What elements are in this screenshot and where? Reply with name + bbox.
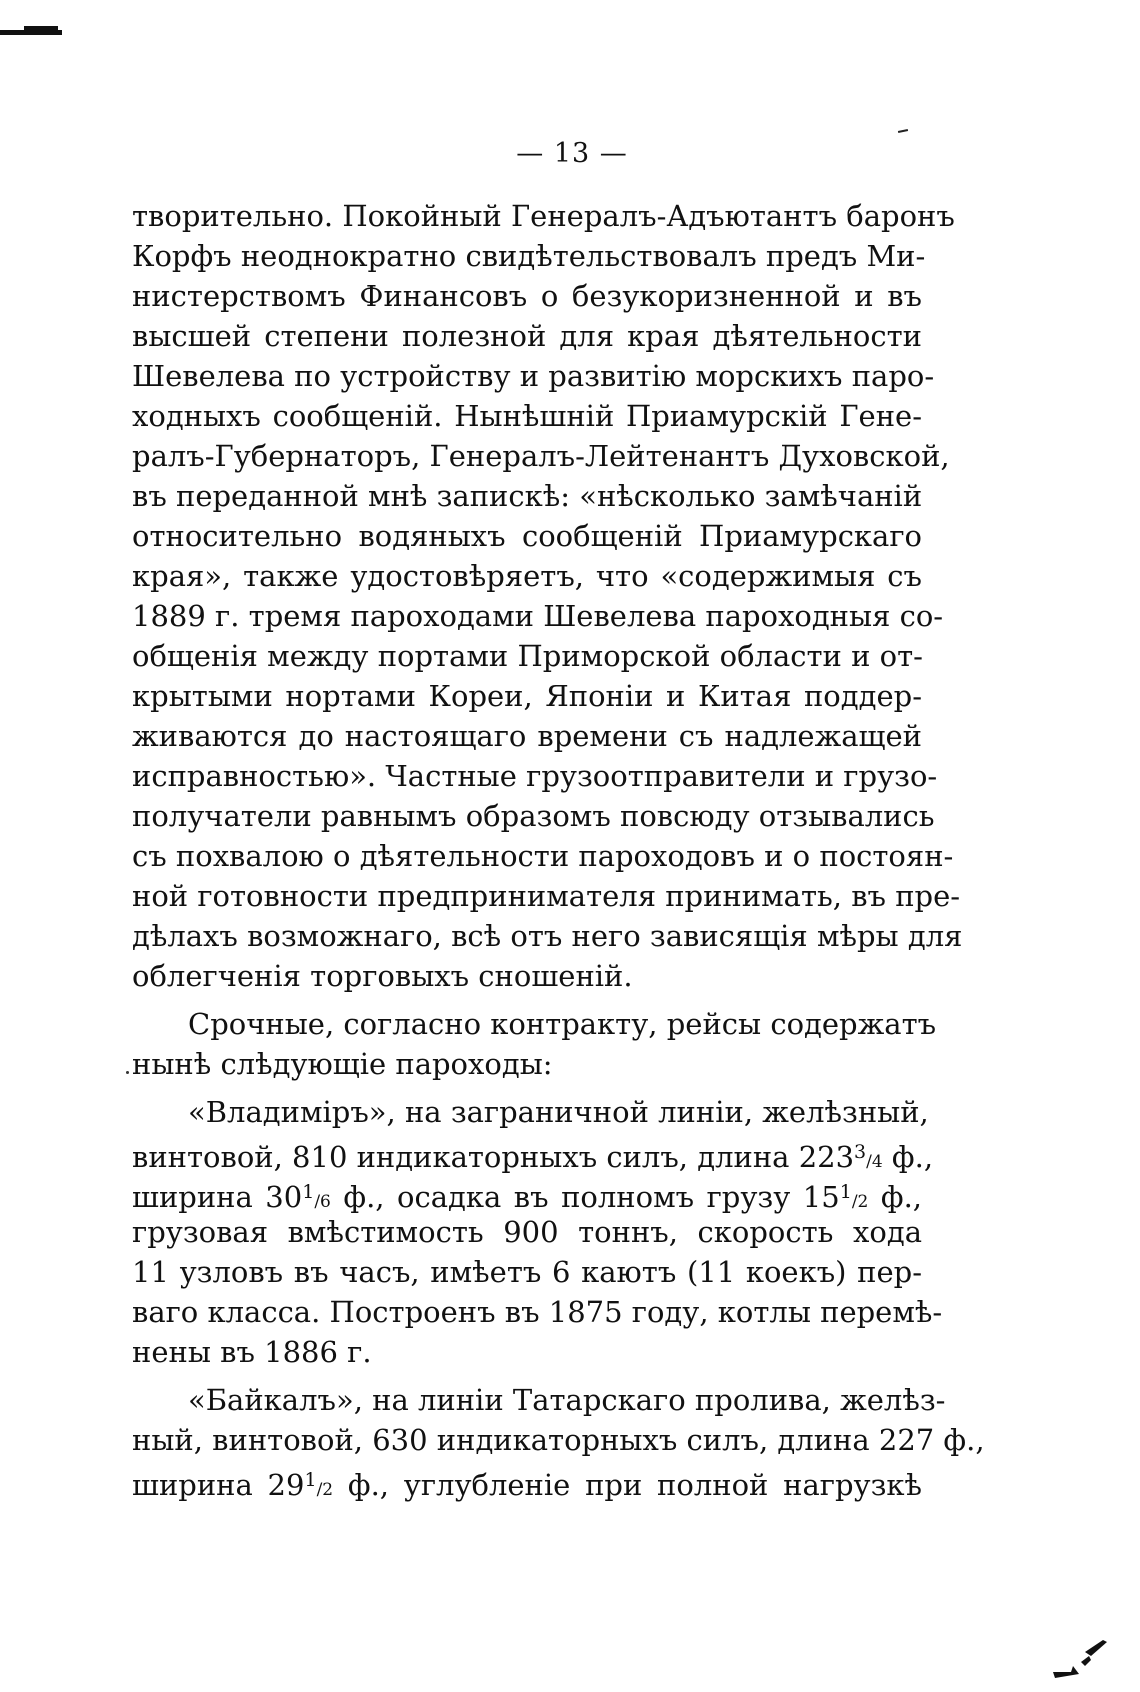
fraction-denominator: /4 — [866, 1152, 883, 1172]
scan-edge-mark-secondary — [24, 26, 58, 30]
page-number: — 13 — — [516, 138, 628, 169]
text-line: ходныхъ сообщеній. Нынѣшній Приамурскій Гене- — [132, 399, 922, 433]
text-line: ваго класса. Построенъ въ 1875 году, котлы перемѣ- — [132, 1295, 943, 1329]
text-line: края», также удостовѣряетъ, что «содержимыя съ — [132, 559, 922, 593]
fraction-denominator: /2 — [851, 1192, 869, 1212]
paragraph-start-line: «Владиміръ», на заграничной линіи, желѣзный, — [188, 1095, 929, 1129]
text-run: ф., — [868, 1180, 923, 1214]
text-run: ф., осадка въ полномъ грузу 15 — [330, 1180, 840, 1214]
paper-speck-left — [126, 1071, 129, 1074]
text-line: общенія между портами Приморской области и от- — [132, 639, 923, 673]
text-line: 1889 г. тремя пароходами Шевелева пароходныя со- — [132, 599, 944, 633]
text-run: ширина 30 — [132, 1180, 303, 1214]
text-run: ф., — [882, 1140, 934, 1174]
text-line: въ переданной мнѣ запискѣ: «нѣсколько замѣчаній — [132, 479, 923, 513]
scan-edge-mark — [0, 30, 62, 35]
scan-corner-mark — [1045, 1622, 1115, 1682]
fraction-numerator: 1 — [302, 1181, 315, 1203]
text-run: ф., углубленіе при полной нагрузкѣ — [333, 1468, 922, 1502]
text-line — [132, 1460, 922, 1500]
text-line: 11 узловъ въ часъ, имѣетъ 6 каютъ (11 коекъ) пер- — [132, 1255, 922, 1289]
paragraph-start-line: «Байкалъ», на линіи Татарскаго пролива, желѣз- — [188, 1383, 946, 1417]
text-line: ной готовности предпринимателя принимать, въ пре- — [132, 879, 961, 913]
text-line — [132, 1132, 934, 1174]
paper-speck — [898, 129, 908, 133]
text-line — [132, 1172, 922, 1212]
text-line: нистерствомъ Финансовъ о безукоризненной и въ — [132, 279, 922, 313]
fraction-denominator: /6 — [314, 1192, 331, 1212]
fraction-numerator: 1 — [839, 1181, 852, 1203]
text-line: творительно. Покойный Генералъ-Адъютантъ баронъ — [132, 199, 955, 233]
text-line: грузовая вмѣстимость 900 тоннъ, скорость хода — [132, 1215, 922, 1249]
text-line: съ похвалою о дѣятельности пароходовъ и о постоян- — [132, 839, 954, 873]
fraction-numerator: 1 — [304, 1469, 317, 1491]
text-line: Корфъ неоднократно свидѣтельствовалъ предъ Ми- — [132, 239, 926, 273]
text-line: исправностью». Частные грузоотправители и грузо- — [132, 759, 938, 793]
fraction-numerator: 3 — [854, 1141, 867, 1163]
text-line: живаются до настоящаго времени съ надлежащей — [132, 719, 922, 753]
text-line: дѣлахъ возможнаго, всѣ отъ него зависящія мѣры для — [132, 919, 963, 953]
text-line: облегченія торговыхъ сношеній. — [132, 959, 633, 993]
text-line: ралъ-Губернаторъ, Генералъ-Лейтенантъ Духовской, — [132, 439, 950, 473]
text-line: высшей степени полезной для края дѣятельности — [132, 319, 922, 353]
fraction-denominator: /2 — [316, 1480, 334, 1500]
text-line: относительно водяныхъ сообщеній Приамурскаго — [132, 519, 922, 553]
body-text — [132, 196, 985, 1502]
text-line: Шевелева по устройству и развитію морскихъ паро- — [132, 359, 935, 393]
text-run: винтовой, 810 индикаторныхъ силъ, длина 223 — [132, 1140, 855, 1174]
text-line: ный, винтовой, 630 индикаторныхъ силъ, длина 227 ф., — [132, 1423, 985, 1457]
text-run: ширина 29 — [132, 1468, 305, 1502]
paragraph-start-line: Срочные, согласно контракту, рейсы содержатъ — [188, 1007, 937, 1041]
text-line: получатели равнымъ образомъ повсюду отзывались — [132, 799, 935, 833]
text-line: нены въ 1886 г. — [132, 1335, 372, 1369]
text-line: нынѣ слѣдующіе пароходы: — [132, 1047, 553, 1081]
text-line: крытыми нортами Кореи, Японіи и Китая поддер- — [132, 679, 922, 713]
